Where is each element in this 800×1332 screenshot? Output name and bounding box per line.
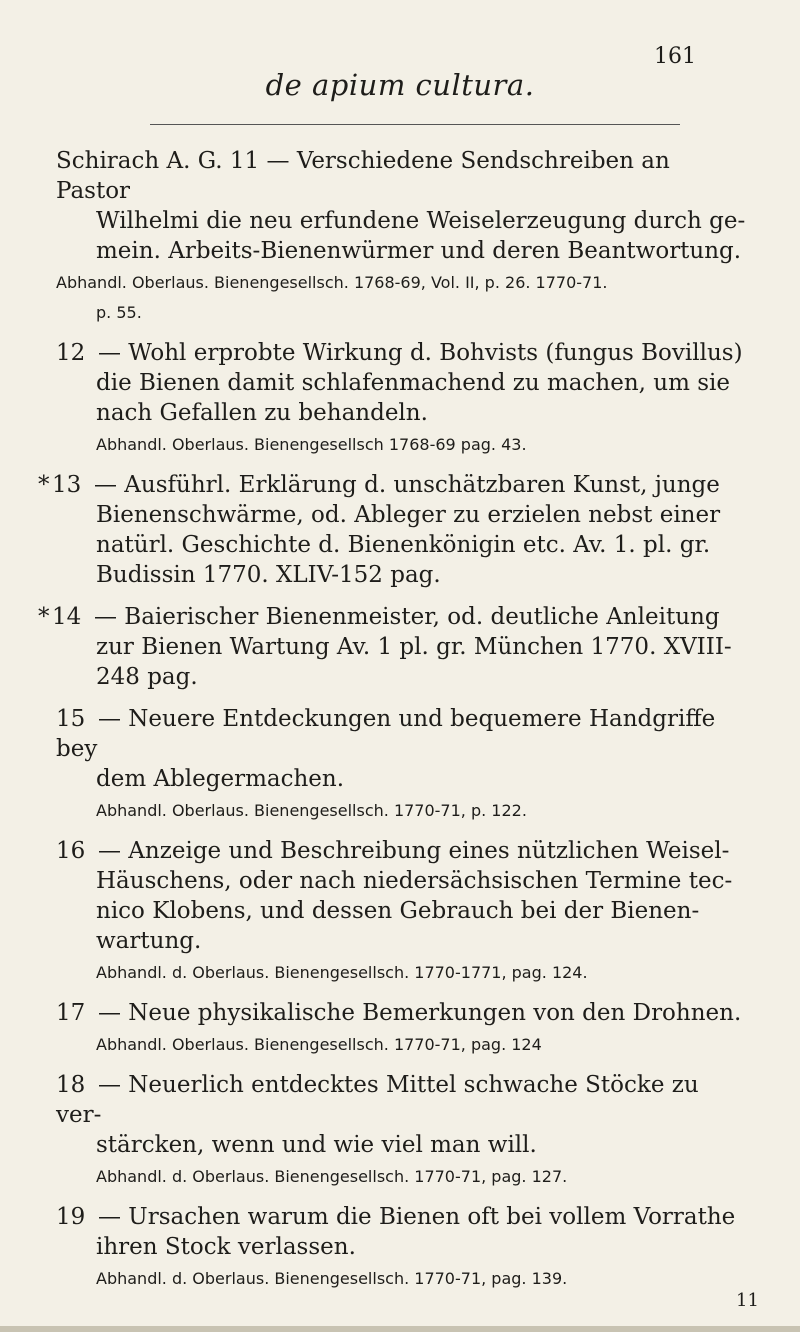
entry-line: Budissin 1770. XLIV-152 pag. [96, 562, 441, 588]
bibliography-entry [38, 602, 746, 692]
entry-line: wartung. [96, 928, 202, 954]
bibliography-entry [56, 704, 746, 824]
running-header: de apium cultura. [265, 68, 535, 102]
entry-line: — Baierischer Bienenmeister, od. deutliche Anleitung [94, 604, 720, 630]
entry-number: 18 [56, 1072, 86, 1098]
entry-line: — Neuerlich entdecktes Mittel schwache Stöcke zu ver- [56, 1072, 699, 1128]
entry-number: 12 [56, 340, 86, 366]
entry-source: Abhandl. Oberlaus. Bienengesellsch. 1770-71, pag. 124 [96, 1035, 542, 1054]
entry-number: 16 [56, 838, 86, 864]
entry-number: 15 [56, 706, 86, 732]
bibliography-entry [56, 998, 746, 1058]
entry-line: — Ursachen warum die Bienen oft bei vollem Vorrathe [98, 1204, 736, 1230]
entry-source: Abhandl. d. Oberlaus. Bienengesellsch. 1770-71, pag. 139. [96, 1269, 568, 1288]
entry-line: die Bienen damit schlafenmachend zu machen, um sie [96, 370, 730, 396]
bibliography-entry [56, 1202, 746, 1292]
bibliography-entry [56, 338, 746, 458]
entry-source: Abhandl. d. Oberlaus. Bienengesellsch. 1770-1771, pag. 124. [96, 963, 588, 982]
entry-number: 19 [56, 1204, 86, 1230]
entry-line: natürl. Geschichte d. Bienenkönigin etc. Av. 1. pl. gr. [96, 532, 711, 558]
entry-source: Abhandl. Oberlaus. Bienengesellsch. 1768-69, Vol. II, p. 26. 1770-71. [56, 273, 608, 292]
entry-source-cont: p. 55. [96, 303, 142, 322]
asterisk-mark: * [38, 472, 50, 498]
page-edge [0, 1326, 800, 1332]
entry-line: Häuschens, oder nach niedersächsischen Termine tec- [96, 868, 733, 894]
bibliography-entry [38, 470, 746, 590]
bibliography-entry [56, 836, 746, 986]
entry-line: — Wohl erprobte Wirkung d. Bohvists (fungus Bovillus) [98, 340, 743, 366]
entry-line: Wilhelmi die neu erfundene Weiselerzeugung durch ge- [96, 208, 746, 234]
entry-line: Bienenschwärme, od. Ableger zu erzielen nebst einer [96, 502, 721, 528]
entry-source: Abhandl. Oberlaus. Bienengesellsch. 1770-71, p. 122. [96, 801, 527, 820]
header-rule [150, 124, 680, 125]
entry-line: — Anzeige und Beschreibung eines nützlichen Weisel- [98, 838, 730, 864]
entry-line: Schirach A. G. 11 — Verschiedene Sendschreiben an Pastor [56, 148, 670, 204]
asterisk-mark: * [38, 604, 50, 630]
entry-line: — Ausführl. Erklärung d. unschätzbaren Kunst, junge [94, 472, 720, 498]
entry-line: — Neue physikalische Bemerkungen von den Drohnen. [98, 1000, 742, 1026]
bibliography-entry [56, 146, 746, 326]
entry-line: mein. Arbeits-Bienenwürmer und deren Beantwortung. [96, 238, 742, 264]
entry-line: nico Klobens, und dessen Gebrauch bei der Bienen- [96, 898, 700, 924]
entry-number: 17 [56, 1000, 86, 1026]
bibliography-entry [56, 1070, 746, 1190]
entry-line: stärcken, wenn und wie viel man will. [96, 1132, 537, 1158]
entry-number: 14 [52, 604, 82, 630]
entry-line: 248 pag. [96, 664, 198, 690]
entry-source: Abhandl. Oberlaus. Bienengesellsch 1768-69 pag. 43. [96, 435, 527, 454]
entry-line: ihren Stock verlassen. [96, 1234, 356, 1260]
entry-line: nach Gefallen zu behandeln. [96, 400, 428, 426]
page-number: 161 [654, 44, 696, 69]
bibliography-list [38, 146, 746, 1304]
entry-line: dem Ablegermachen. [96, 766, 345, 792]
entry-number: 13 [52, 472, 82, 498]
entry-line: — Neuere Entdeckungen und bequemere Handgriffe bey [56, 706, 716, 762]
signature-mark: 11 [736, 1290, 759, 1311]
entry-source: Abhandl. d. Oberlaus. Bienengesellsch. 1770-71, pag. 127. [96, 1167, 568, 1186]
entry-line: zur Bienen Wartung Av. 1 pl. gr. München 1770. XVIII- [96, 634, 732, 660]
